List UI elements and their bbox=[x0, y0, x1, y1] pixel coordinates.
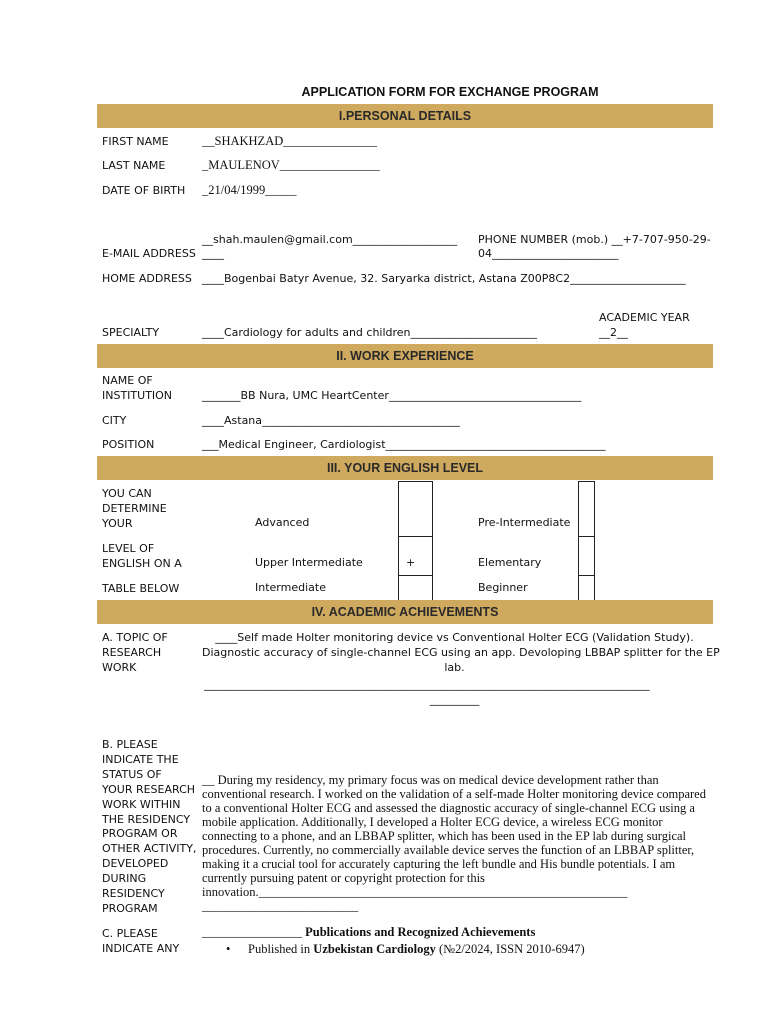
last-name-value[interactable]: _MAULENOV________________ bbox=[202, 158, 380, 172]
level-pre-intermediate-label: Pre-Intermediate bbox=[478, 516, 571, 529]
english-instr-2: DETERMINE bbox=[102, 502, 167, 515]
publications-heading-blank: ________________ bbox=[202, 925, 302, 939]
publication-suffix: (№2/2024, ISSN 2010-6947) bbox=[435, 942, 585, 956]
section-work-experience: II. WORK EXPERIENCE bbox=[97, 344, 713, 368]
checkbox-upper-intermediate[interactable] bbox=[398, 535, 433, 576]
status-label-line: INDICATE THE bbox=[102, 752, 179, 766]
specialty-label: SPECIALTY bbox=[102, 326, 160, 339]
institution-value[interactable]: _______BB Nura, UMC HeartCenter___________________________________ bbox=[202, 389, 582, 402]
position-label: POSITION bbox=[102, 438, 155, 451]
email-value-line1[interactable]: __shah.maulen@gmail.com___________________ bbox=[202, 233, 458, 246]
checkbox-advanced[interactable] bbox=[398, 481, 433, 537]
status-label-line: DEVELOPED bbox=[102, 857, 169, 871]
status-label bbox=[102, 738, 196, 917]
email-label: E-MAIL ADDRESS bbox=[102, 247, 196, 260]
topic-line-2: _________ bbox=[429, 693, 480, 706]
checkbox-elementary[interactable] bbox=[578, 535, 595, 576]
status-text[interactable] bbox=[202, 773, 707, 913]
c-label-1: C. PLEASE bbox=[102, 927, 158, 940]
english-instr-4: LEVEL OF bbox=[102, 542, 155, 555]
first-name-value[interactable]: __SHAKHZAD_______________ bbox=[202, 134, 377, 148]
phone-line2[interactable]: 04_______________________ bbox=[478, 247, 619, 260]
status-label-line: STATUS OF bbox=[102, 767, 162, 781]
english-instr-5: ENGLISH ON A bbox=[102, 557, 182, 570]
status-label-line: RESIDENCY bbox=[102, 887, 165, 901]
city-value[interactable]: ____Astana____________________________________ bbox=[202, 414, 461, 427]
section-personal-details: I.PERSONAL DETAILS bbox=[97, 104, 713, 128]
home-address-label: HOME ADDRESS bbox=[102, 272, 192, 285]
topic-text-2[interactable]: Diagnostic accuracy of single-channel ECG using an app. Devoloping LBBAP splitter for the EP bbox=[202, 646, 720, 659]
level-beginner-label: Beginner bbox=[478, 581, 528, 594]
specialty-value[interactable]: ____Cardiology for adults and children_______________________ bbox=[202, 326, 538, 339]
status-label-line: DURING bbox=[102, 872, 147, 886]
topic-text-3[interactable]: lab. bbox=[444, 661, 465, 674]
topic-label-1: A. TOPIC OF bbox=[102, 631, 168, 644]
academic-year-value[interactable]: __2__ bbox=[599, 326, 628, 339]
topic-label-3: WORK bbox=[102, 661, 137, 674]
status-label-line: YOUR RESEARCH bbox=[102, 782, 196, 796]
city-label: CITY bbox=[102, 414, 127, 427]
publications-heading bbox=[202, 925, 535, 940]
level-intermediate-label: Intermediate bbox=[255, 581, 326, 594]
topic-line-1: _________________________________________________________________________________ bbox=[204, 678, 650, 691]
dob-label: DATE OF BIRTH bbox=[102, 184, 186, 197]
section-academic-achievements: IV. ACADEMIC ACHIEVEMENTS bbox=[97, 600, 713, 624]
topic-text-1[interactable]: ____Self made Holter monitoring device vs Conventional Holter ECG (Validation Study). bbox=[215, 631, 694, 644]
publication-item bbox=[226, 942, 585, 957]
first-name-label: FIRST NAME bbox=[102, 135, 169, 148]
c-label-2: INDICATE ANY bbox=[102, 942, 180, 955]
email-value-line2[interactable]: ____ bbox=[202, 247, 224, 260]
section-english-level: III. YOUR ENGLISH LEVEL bbox=[97, 456, 713, 480]
status-text-body: __ During my residency, my primary focus was on medical device development rather than conventional research. I worked on the validation of a self-made Holter monitoring device compared to a conventional Holter ECG and assessed the diagnostic accuracy of single-channel ECG using a mobile application. Additionally, I developed a Holter ECG device, a wireless ECG monitor connecting to a phone, and an LBBAP splitter, which has been used in the EP lab during surgical procedures. Currently, no commercially available device serves the function of an LBBAP splitter, making it a crucial tool for accurately capturing the left bundle and His bundle potentials. I am currently pursuing patent or copyright protection for this innovation.___________________________________________________________ bbox=[202, 773, 706, 899]
english-instr-6: TABLE BELOW bbox=[102, 582, 180, 595]
status-label-line: B. PLEASE bbox=[102, 738, 158, 751]
checkbox-intermediate[interactable] bbox=[398, 575, 433, 602]
topic-label-2: RESEARCH bbox=[102, 646, 162, 659]
level-upper-intermediate-label: Upper Intermediate bbox=[255, 556, 363, 569]
last-name-label: LAST NAME bbox=[102, 159, 166, 172]
institution-label-2: INSTITUTION bbox=[102, 389, 173, 402]
academic-year-label: ACADEMIC YEAR bbox=[599, 311, 690, 324]
home-address-value[interactable]: ____Bogenbai Batyr Avenue, 32. Saryarka district, Astana Z00P8C2_____________________ bbox=[202, 272, 686, 285]
level-elementary-label: Elementary bbox=[478, 556, 542, 569]
status-label-line: WORK WITHIN bbox=[102, 797, 181, 811]
publications-heading-text: Publications and Recognized Achievements bbox=[305, 925, 536, 939]
upper-intermediate-mark: + bbox=[406, 556, 416, 569]
status-label-line: PROGRAM OR bbox=[102, 827, 178, 841]
status-label-line: PROGRAM bbox=[102, 901, 158, 915]
form-title: APPLICATION FORM FOR EXCHANGE PROGRAM bbox=[301, 85, 599, 99]
checkbox-beginner[interactable] bbox=[578, 575, 595, 602]
english-instr-1: YOU CAN bbox=[102, 487, 152, 500]
english-instr-3: YOUR bbox=[102, 517, 133, 530]
checkbox-pre-intermediate[interactable] bbox=[578, 481, 595, 537]
publication-journal: Uzbekistan Cardiology bbox=[313, 942, 436, 956]
status-text-tail: _________________________ bbox=[202, 899, 359, 913]
position-value[interactable]: ___Medical Engineer, Cardiologist________________________________________ bbox=[202, 438, 606, 451]
status-label-line: THE RESIDENCY bbox=[102, 812, 191, 826]
dob-value[interactable]: _21/04/1999_____ bbox=[202, 183, 297, 197]
phone-line1[interactable]: PHONE NUMBER (mob.) __+7-707-950-29- bbox=[478, 233, 711, 246]
institution-label-1: NAME OF bbox=[102, 374, 153, 387]
level-advanced-label: Advanced bbox=[255, 516, 310, 529]
status-label-line: OTHER ACTIVITY, bbox=[102, 842, 197, 856]
bullet-icon: • bbox=[226, 942, 231, 956]
publication-prefix: Published in bbox=[248, 942, 314, 956]
